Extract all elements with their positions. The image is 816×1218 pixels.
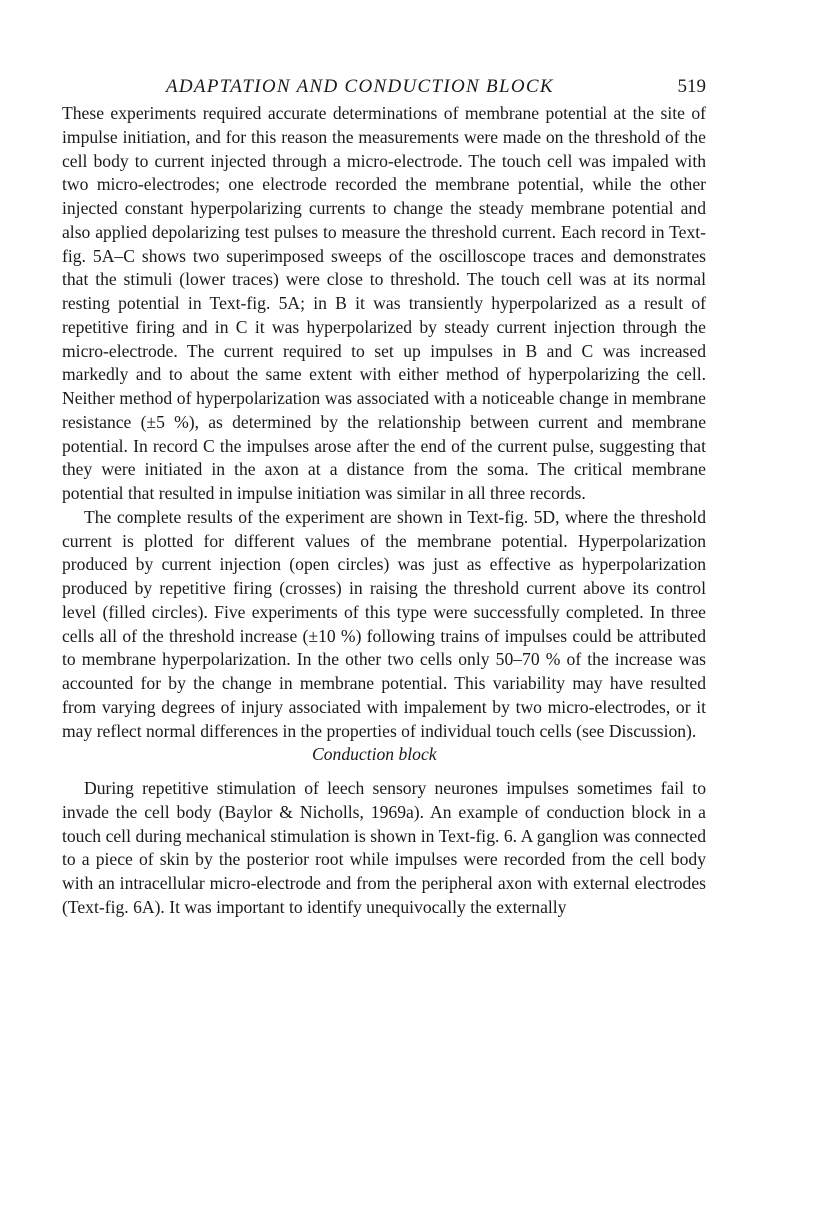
- journal-page: [62, 76, 706, 920]
- running-head: [62, 76, 706, 102]
- article-body: [62, 102, 706, 920]
- section-heading-conduction-block: Conduction block: [312, 744, 437, 765]
- paragraph-threshold-measurements: These experiments required accurate determinations of membrane potential at the site of impulse initiation, and for this reason the measurements were made on the threshold of the cell body to current injected through a micro-electrode. The touch cell was impaled with two micro-electrodes; one electrode recorded the membrane potential, while the other injected constant hyperpolarizing currents to change the steady membrane potential and also applied depolarizing test pulses to measure the threshold current. Each record in Text-fig. 5A–C shows two superimposed sweeps of the oscilloscope traces and demonstrates that the stimuli (lower traces) were close to threshold. The touch cell was at its normal resting potential in Text-fig. 5A; in B it was transiently hyperpolarized as a result of repetitive firing and in C it was hyperpolarized by steady current injection through the micro-electrode. The current required to set up impulses in B and C was increased markedly and to about the same extent with either method of hyperpolarizing the cell. Neither method of hyperpolarization was associated with a noticeable change in membrane resistance (±5 %), as determined by the relationship between current and membrane potential. In record C the impulses arose after the end of the current pulse, suggesting that they were initiated in the axon at a distance from the soma. The critical membrane potential that resulted in impulse initiation was similar in all three records.: [62, 103, 706, 503]
- page-number: 519: [677, 76, 706, 97]
- paragraph-experiment-results: The complete results of the experiment are shown in Text-fig. 5D, where the threshold current is plotted for different values of the membrane potential. Hyperpolarization produced by current injection (open circles) was just as effective as hyperpolarization produced by repetitive firing (crosses) in raising the threshold current above its control level (filled circles). Five experiments of this type were successfully completed. In three cells all of the threshold increase (±10 %) following trains of impulses could be attributed to membrane hyperpolarization. In the other two cells only 50–70 % of the increase was accounted for by the change in membrane potential. This variability may have resulted from varying degrees of injury associated with impalement by two micro-electrodes, or it may reflect normal differences in the properties of individual touch cells (see Discussion).: [62, 506, 706, 741]
- paragraph-conduction-block: During repetitive stimulation of leech sensory neurones impulses sometimes fail to invade the cell body (Baylor & Nicholls, 1969a). An example of conduction block in a touch cell during mechanical stimulation is shown in Text-fig. 6. A ganglion was connected to a piece of skin by the posterior root while impulses were recorded from the cell body with an intracellular micro-electrode and from the peripheral axon with external electrodes (Text-fig. 6A). It was important to identify unequivocally the externally: [62, 778, 706, 917]
- running-title: ADAPTATION AND CONDUCTION BLOCK: [166, 76, 554, 97]
